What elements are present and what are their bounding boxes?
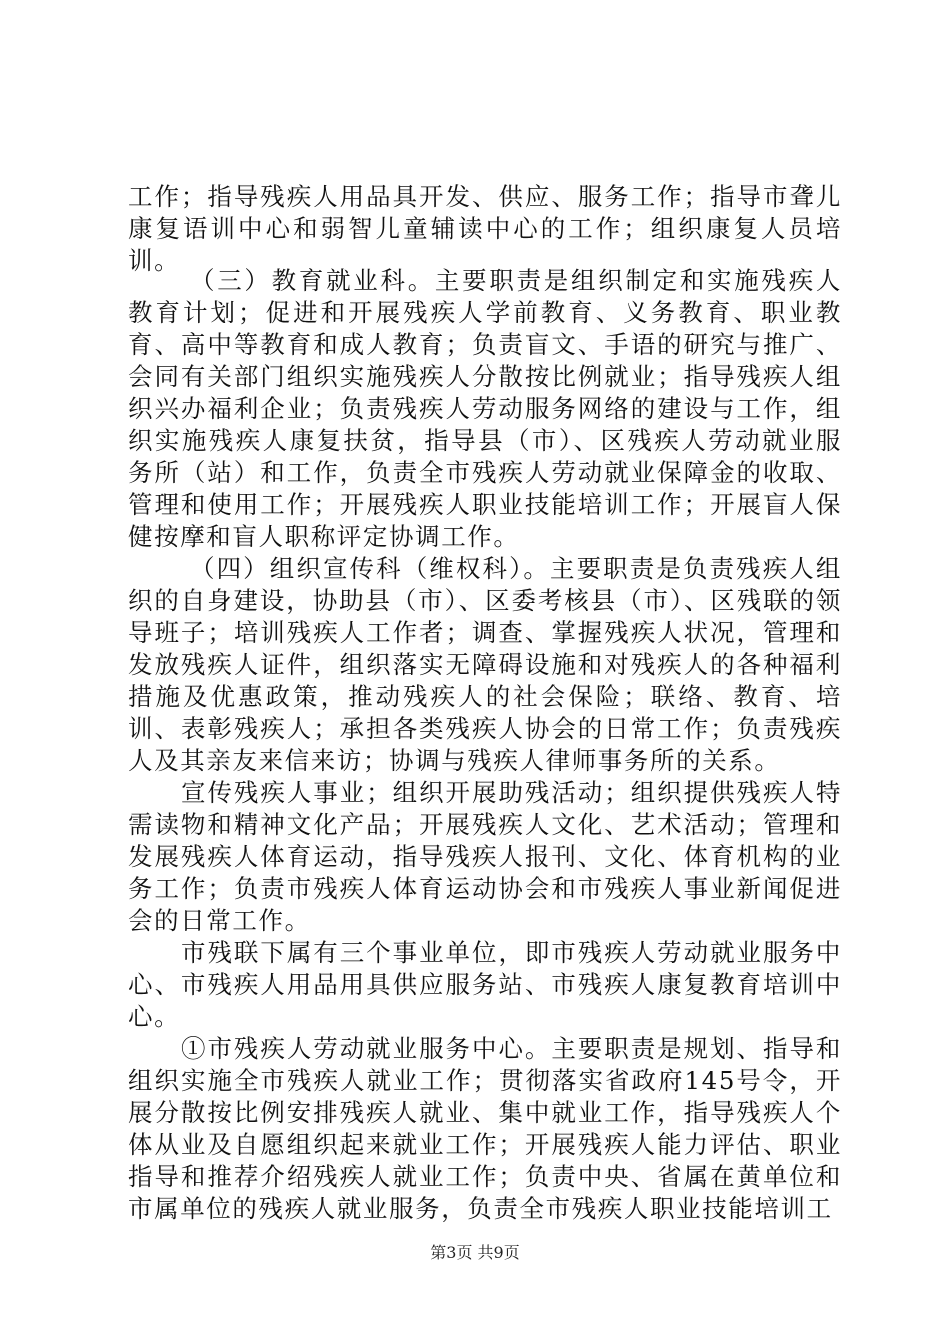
page-number-footer: 第3页 共9页 [430, 1243, 520, 1262]
paragraph-subordinate-units: 市残联下属有三个事业单位，即市残疾人劳动就业服务中心、市残疾人用品用具供应服务站、市残疾人康复教育培训中心。 [128, 938, 842, 1031]
paragraph-organization-publicity: （四）组织宣传科（维权科）。主要职责是负责残疾人组织的自身建设，协助县（市）、区委考核县（市）、区残联的领导班子；培训残疾人工作者；调查、掌握残疾人状况，管理和发放残疾人证件，组织落实无障碍设施和对残疾人的各种福利措施及优惠政策，推动残疾人的社会保险；联络、教育、培训、表彰残疾人；承担各类残疾人协会的日常工作；负责残疾人及其亲友来信来访；协调与残疾人律师事务所的关系。 [128, 554, 842, 775]
paragraph-employment-service-center: ①市残疾人劳动就业服务中心。主要职责是规划、指导和组织实施全市残疾人就业工作；贯彻落实省政府145号令，开展分散按比例安排残疾人就业、集中就业工作，指导残疾人个体从业及自愿组织起来就业工作；开展残疾人能力评估、职业指导和推荐介绍残疾人就业工作；负责中央、省属在黄单位和市属单位的残疾人就业服务，负责全市残疾人职业技能培训工 [128, 1034, 842, 1223]
paragraph-continuation: 工作；指导残疾人用品具开发、供应、服务工作；指导市聋儿康复语训中心和弱智儿童辅读中心的工作；组织康复人员培训。 [128, 182, 842, 275]
paragraph-block-2 [128, 265, 842, 1225]
paragraph-education-employment: （三）教育就业科。主要职责是组织制定和实施残疾人教育计划；促进和开展残疾人学前教育、义务教育、职业教育、高中等教育和成人教育；负责盲文、手语的研究与推广、会同有关部门组织实施残疾人分散按比例就业；指导残疾人组织兴办福利企业；负责残疾人劳动服务网络的建设与工作，组织实施残疾人康复扶贫，指导县（市）、区残疾人劳动就业服务所（站）和工作，负责全市残疾人劳动就业保障金的收取、管理和使用工作；开展残疾人职业技能培训工作；开展盲人保健按摩和盲人职称评定协调工作。 [128, 266, 842, 551]
paragraph-publicity-duties: 宣传残疾人事业；组织开展助残活动；组织提供残疾人特需读物和精神文化产品；开展残疾人文化、艺术活动；管理和发展残疾人体育运动，指导残疾人报刊、文化、体育机构的业务工作；负责市残疾人体育运动协会和市残疾人事业新闻促进会的日常工作。 [128, 778, 842, 935]
paragraph-block-1 [128, 181, 842, 277]
